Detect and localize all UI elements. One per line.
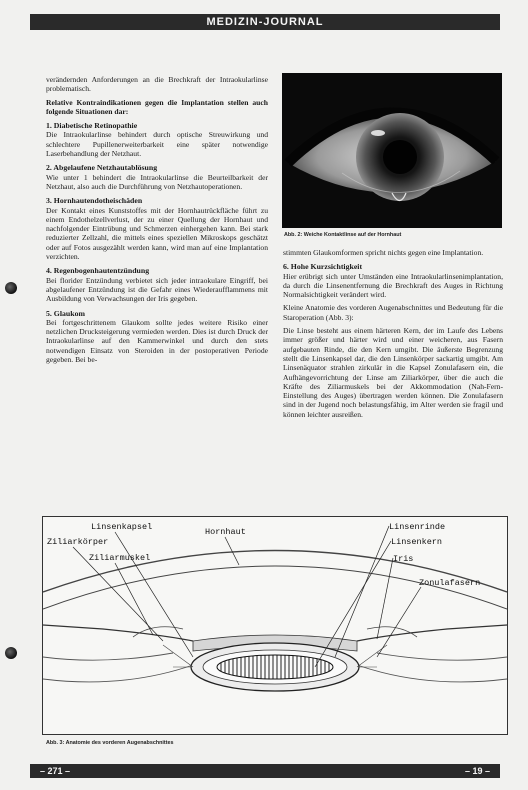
lead-paragraph: stimmten Glaukomformen spricht nichts gegen eine Implantation.	[283, 248, 484, 257]
anatomy-diagram	[43, 517, 507, 734]
section-body: Die Linse besteht aus einem härteren Kern, der im Laufe des Lebens immer größer und härter wird und einer weicheren, aus Fasern aufgebauten Rinde, die den Kern umgibt. Die äußerste Begrenzung stellt die Linsenkapsel dar, die den Linsenkörper sackartig umgibt. Am Linsenäquator strahlen zirkulär in die Kapsel Zonulafasern ein, die Aufhängevorrichtung der Linse am Ziliarkörper, über die auch die Kräfte des Ziliarmuskels bei der Akkommodation (Nah-Fern-Einstellung des Auges) übertragen werden können. Die Zonulafasern sind in der Jugend noch belastungsfähig, im Alter werden sie fragil und können leichter ausreißen.	[283, 326, 503, 419]
section-heading: 6. Hohe Kurzsichtigkeit	[283, 262, 363, 272]
left-page-number: – 271 –	[40, 766, 71, 776]
section-body: Kleine Anatomie des vorderen Augenabschnittes und Bedeutung für die Staroperation (Abb. 3):	[283, 303, 503, 322]
section-body: Der Kontakt eines Kunststoffes mit der Hornhautrückfläche führt zu einem Endothelzellverlust, der zu einer Quellung der Hornhaut und nachfolgender Eintrübung und Schmerzen einhergehen kann. Bei stark reduzierter Zellzahl, die mittels eines speziellen Mikroskops geschätzt oder auf Fotos ausgezählt werden kann, wird man auf eine Implantation verzichten.	[46, 205, 268, 262]
lead-paragraph: verändernden Anforderungen an die Brechkraft der Intraokularlinse problematisch.	[46, 75, 268, 94]
section-heading: 4. Regenbogenhautentzündung	[46, 266, 150, 276]
left-text-column	[46, 75, 268, 368]
section-body: Wie unter 1 behindert die Intraokularlinse die Beurteilbarkeit der Netzhaut, also auch die Durchführung von Netzhautoperationen.	[46, 172, 268, 191]
section-heading: 2. Abgelaufene Netzhautablösung	[46, 163, 158, 173]
binder-hole-icon	[5, 282, 17, 294]
journal-header	[30, 14, 500, 30]
contact-lens-photo	[282, 73, 502, 228]
label-iris: Iris	[393, 554, 414, 564]
page-footer	[30, 764, 500, 778]
section-body: Bei florider Entzündung verbietet sich jeder intraokulare Eingriff, bei abgelaufener Entzündung ist die Gefahr eines Wiederaufflammens mit Ausbildung von Verwachsungen der Iris gegeben.	[46, 275, 268, 304]
eye-image	[282, 73, 502, 228]
label-linsenrinde: Linsenrinde	[389, 522, 446, 532]
label-zonulafasern: Zonulafasern	[419, 578, 481, 588]
journal-title: MEDIZIN-JOURNAL	[206, 16, 324, 28]
label-ziliarkoerper: Ziliarkörper	[47, 537, 109, 547]
right-text-column	[283, 248, 503, 423]
section-body: Bei fortgeschrittenem Glaukom sollte jedes weitere Risiko einer netzlichen Drucksteigerung vermieden werden. Dies ist durch Druck der Intraokularlinse auf den Kammerwinkel und durch den stets notwendigen Einsatz von Steroiden in der postoperativen Periode gegeben. Bei be-	[46, 317, 268, 365]
label-hornhaut: Hornhaut	[205, 527, 246, 537]
anatomy-figure	[42, 516, 508, 735]
right-page-number: – 19 –	[464, 766, 490, 776]
section-heading: 5. Glaukom	[46, 308, 85, 318]
section-heading: 3. Hornhautendotheischäden	[46, 196, 143, 206]
section-body: Hier erübrigt sich unter Umständen eine Intraokularlinsenimplantation, da durch die Linsenentfernung die Brechkraft des Auges in Richtung Normalsichtigkeit verändert wird.	[283, 271, 503, 300]
intro-paragraph: Relative Kontraindikationen gegen die Implantation stellen auch folgende Situationen dar:	[46, 97, 268, 116]
photo-caption: Abb. 2: Weiche Kontaktlinse auf der Hornhaut	[284, 232, 402, 238]
label-ziliarmuskel: Ziliarmuskel	[89, 553, 151, 563]
section-body: Die Intraokularlinse behindert durch optische Streuwirkung und schlechtere Pupillenerweiterbarkeit eine später notwendige Laserbehandlung der Netzhaut.	[46, 130, 268, 159]
figure-caption: Abb. 3: Anatomie des vorderen Augenabschnittes	[46, 740, 174, 746]
binder-hole-icon	[5, 647, 17, 659]
label-linsenkapsel: Linsenkapsel	[91, 522, 153, 532]
section-heading: 1. Diabetische Retinopathie	[46, 121, 138, 131]
label-linsenkern: Linsenkern	[391, 537, 443, 547]
